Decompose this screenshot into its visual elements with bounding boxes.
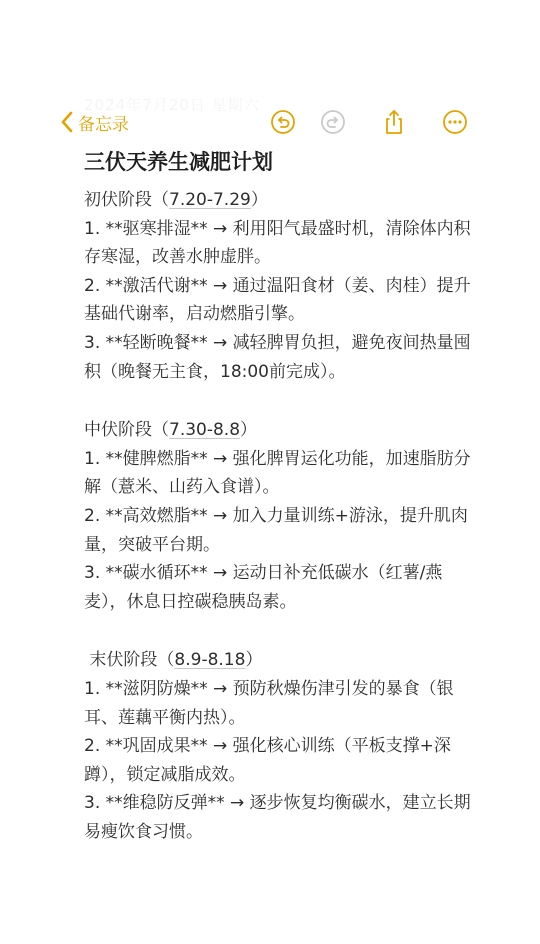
list-item: 3. **轻断晚餐** → 减轻脾胃负担，避免夜间热量囤积（晚餐无主食，18:00前完成）。 — [84, 332, 471, 382]
section-heading — [84, 416, 484, 445]
faded-date-text: 2024年7月20日 星期六 — [84, 96, 260, 114]
note-title: 三伏天养生减肥计划 — [84, 150, 273, 174]
navigation-bar — [0, 103, 540, 141]
list-item: 2. **激活代谢** → 通过温阳食材（姜、肉桂）提升基础代谢率，启动燃脂引擎。 — [84, 275, 471, 325]
list-item: 1. **驱寒排湿** → 利用阳气最盛时机，清除体内积存寒湿，改善水肿虚胖。 — [84, 218, 471, 268]
section-heading — [84, 186, 484, 215]
undo-icon[interactable] — [268, 107, 298, 137]
heading-prefix: 末伏阶段（ — [84, 650, 175, 671]
section-heading — [84, 646, 484, 675]
list-item: 3. **碳水循环** → 运动日补充低碳水（红薯/燕麦），休息日控碳稳胰岛素。 — [84, 563, 443, 612]
redo-icon[interactable] — [318, 107, 348, 137]
list-item: 1. **健脾燃脂** → 强化脾胃运化功能，加速脂肪分解（薏米、山药入食谱）。 — [84, 448, 471, 498]
date-range: 8.9-8.18 — [174, 650, 246, 671]
date-range: 7.20-7.29 — [169, 190, 251, 210]
back-label: 备忘录 — [78, 114, 129, 135]
back-button[interactable] — [60, 105, 129, 139]
more-icon[interactable] — [440, 107, 470, 137]
heading-prefix: 中伏阶段（ — [84, 420, 169, 441]
list-item: 2. **巩固成果** → 强化核心训练（平板支撑+深蹲），锁定减脂成效。 — [84, 736, 451, 785]
heading-suffix: ） — [240, 420, 258, 441]
section-chufu — [84, 186, 484, 386]
section-zhongfu — [84, 416, 484, 616]
heading-prefix: 初伏阶段（ — [84, 190, 169, 210]
list-item: 2. **高效燃脂** → 加入力量训练+游泳，提升肌肉量，突破平台期。 — [84, 505, 468, 555]
date-range: 7.30-8.8 — [169, 420, 241, 441]
note-body[interactable] — [84, 146, 484, 846]
share-icon[interactable] — [379, 107, 409, 137]
list-item: 1. **滋阴防燥** → 预防秋燥伤津引发的暴食（银耳、莲藕平衡内热）。 — [84, 678, 454, 728]
list-item: 3. **维稳防反弹** → 逐步恢复均衡碳水，建立长期易瘦饮食习惯。 — [84, 793, 471, 842]
heading-suffix: ） — [245, 650, 263, 671]
chevron-left-icon — [60, 110, 74, 134]
heading-suffix: ） — [250, 190, 268, 210]
section-mofu — [84, 646, 484, 846]
